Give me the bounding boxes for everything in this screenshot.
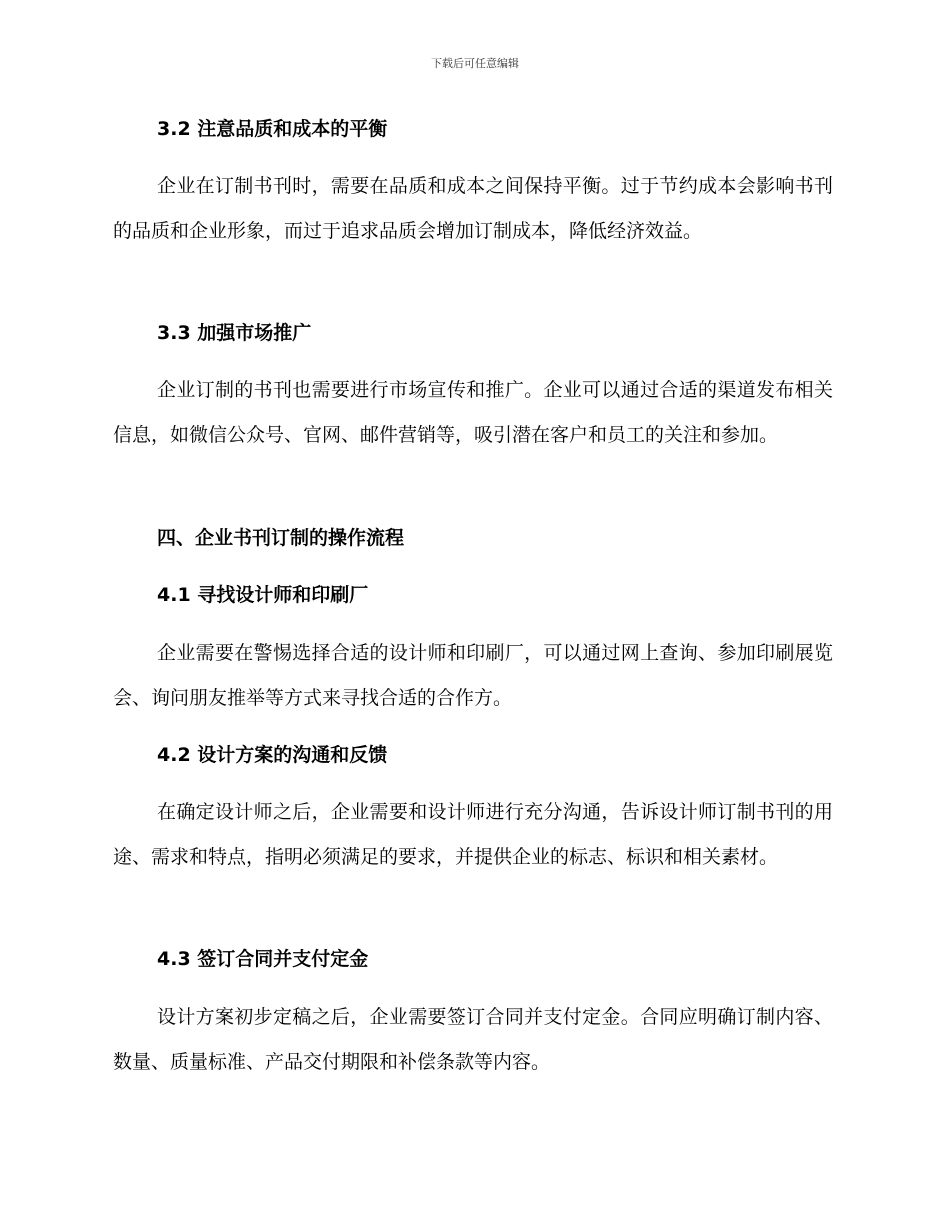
section-heading-3-2: 3.2 注意品质和成本的平衡: [157, 118, 388, 140]
paragraph-4-3: 设计方案初步定稿之后，企业需要签订合同并支付定金。合同应明确订制内容、数量、质量标准、产品交付期限和补偿条款等内容。: [113, 1006, 833, 1073]
paragraph-4-2: 在确定设计师之后，企业需要和设计师进行充分沟通，告诉设计师订制书刊的用途、需求和特点，指明必须满足的要求，并提供企业的标志、标识和相关素材。: [113, 801, 833, 868]
page-header: 下载后可任意编辑: [431, 57, 519, 70]
chapter-heading-4: 四、企业书刊订制的操作流程: [157, 527, 405, 549]
section-heading-4-3: 4.3 签订合同并支付定金: [157, 948, 369, 970]
section-heading-4-1: 4.1 寻找设计师和印刷厂: [157, 584, 369, 606]
paragraph-4-1: 企业需要在警惕选择合适的设计师和印刷厂，可以通过网上查询、参加印刷展览会、询问朋友推举等方式来寻找合适的合作方。: [113, 642, 833, 709]
paragraph-3-2: 企业在订制书刊时，需要在品质和成本之间保持平衡。过于节约成本会影响书刊的品质和企业形象，而过于追求品质会增加订制成本，降低经济效益。: [113, 175, 833, 242]
paragraph-3-3: 企业订制的书刊也需要进行市场宣传和推广。企业可以通过合适的渠道发布相关信息，如微信公众号、官网、邮件营销等，吸引潜在客户和员工的关注和参加。: [113, 379, 833, 446]
section-heading-3-3: 3.3 加强市场推广: [157, 322, 312, 344]
section-heading-4-2: 4.2 设计方案的沟通和反馈: [157, 744, 388, 766]
